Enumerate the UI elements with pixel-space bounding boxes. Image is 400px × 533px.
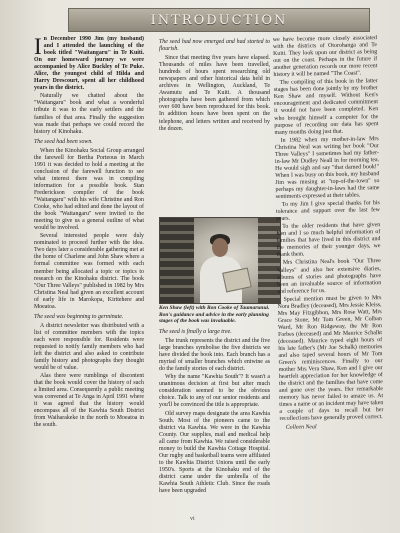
section-title: INTRODUCTION (150, 12, 288, 28)
author-signature: Colleen Neal (285, 423, 317, 431)
paragraph: When the Kinohaku Social Group arranged the farewell for Bertha Porteous in March 1991 it was decided to hold a meeting at the conclusion of the farewell function to see what interest there was in compiling information for a possible book. Stan Frederickson compiler of the book "Waitangaru" with his wife Christine and Ron Cooke, who had edited and done the layout of the book "Waitangaru" were invited to the meeting to give us a general outline of what would be involved. (34, 147, 144, 232)
subheading: The seed had now emerged and had started to flourish. (159, 39, 270, 53)
paragraph: To my Jim I give special thanks for his tolerance and support over the last few years. (275, 200, 380, 223)
paragraph: Alas there were rumblings of discontent that the book would cover the history of such a limited area. Consequently a public meeting was convened at Te Anga in April 1991 where it was agreed that the history would encompass all of the Kawhia South District from Waiharakeke in the north to Moeatoa in the south. (34, 373, 144, 429)
text-column-3 (273, 35, 385, 512)
paragraph: A district newsletter was distributed with a list of committee members with the topics each were responsible for. Residents were requested to notify family members who had left the district and also asked to contribute family history and photographs they thought would be of value. (34, 322, 144, 372)
bookshelf-shape (160, 218, 194, 303)
page-number: vi (190, 516, 195, 522)
text-column-1 (34, 36, 144, 508)
person-head-shape (212, 238, 228, 257)
text-column-2-lower (159, 326, 270, 506)
subheading: The seed was beginning to germinate. (34, 313, 124, 320)
paragraph: Old survey maps designate the area Kawhia South. Most of the pioneers came to the district via Kawhia. We were in the Kawhia County. Our supplies, mail and medical help all came from Kawhia. We raised considerable money to build the Kawhia Cottage Hospital. Our rugby and basketball teams were affiliated to the Kawhia District Unions until the early 1950's. Sports at the Kinohaku end of the district came under the umbrella of the Kawhia South Athletic Club. Since the roads have been upgraded (159, 410, 270, 495)
lead-paragraph: n December 1990 Jim (my husband) and I attended the launching of the book titled "Waitangaru" in Te Kuiti. On our homeward journey we were accompanied by Alice Buckley of Te Puke. Alice, the youngest child of Hilda and Harry Drescourt, spent all her childhood years in the district. (34, 36, 144, 92)
paragraph: Since that meeting five years have elapsed. Thousands of miles have been travelled, hundreds of hours spent researching old newspapers and other historical data held in archives in Wellington, Auckland, Te Awamutu and Te Kuiti. A thousand photographs have been gathered from which over 600 have been reproduced for this book. In addition hours have been spent on the telephone, and letters written and received by the dozen. (159, 55, 270, 132)
subheading: The seed is finally a large tree. (159, 329, 232, 335)
paragraph: Several interested people were duly nominated to proceed further with the idea. Two days later a considerable gathering met at the home of Charlene and John Shaw where a formal committee was formed with each member being allocated a topic or topics to research on the Kinohaku district. The book "Our Three Valleys" published in 1982 by Mrs Christina Neal had given an excellent account of early life in Marokopa, Kiritehere and Moeatoa. (34, 233, 144, 310)
paragraph: Why the name "Kawhia South"? It wasn't a unanimous decision at first but after much consideration seemed to be the obvious choice. Talk to any of our senior residents and you'll be convinced the title is appropriate. (159, 374, 270, 409)
paragraph: The compiling of this book in the latter stages has been done jointly by my brother Ken Shaw and myself. Without Ken's encouragement and dedicated commitment it would not have been completed. Ken who brought himself a computer for the purpose of recording our data has spent many months doing just that. (273, 78, 379, 136)
book-shape (222, 268, 252, 293)
paragraph: Mrs Christina Neal's book "Our Three Valleys" and also her extensive diaries, albums of stories and photographs have been an invaluable source of information and reference for us. (276, 258, 382, 295)
paragraph (34, 36, 144, 92)
paragraph: Special mention must be given to Mrs Nora Bradley (deceased), Mrs Jessie Kleiss, Mrs May Fitzgibbon, Mrs Rose Watt, Mrs Grace Stone, Mr Tom Green, Mr Colban Ward, Mr Ron Ridgeway, the Mr Ron Forbes (deceased) and Mr Maurice Schalkt (deceased). Maurice typed eight hours of his late father's (Mr Joe Schalk) memories and also taped several hours of Mr Tom Green's reminiscences. Finally to our mother Mrs Vera Shaw, Ken and I give our heartfelt appreciation for her knowledge of the district and the families that have come and gone over the years. Her remarkable memory has never failed to amaze us. At times a name or an incident may have taken a couple of days to recall but her recollections have generally proved correct. (277, 294, 384, 423)
drop-cap: I (34, 36, 42, 59)
paragraph: In 1982 when my mother-in-law Mrs Christina Neal was writing her book "Our Three Valleys" I sometimes had my father-in-law Mr Dudley Neall in for morning tea. He would sigh and say "that darned book!" When I was busy on this book, my husband Jim was musing at "top-of-the-town" so perhaps my daughter-in-laws had the same sentiments expressed at their tables. (274, 135, 380, 200)
subheading: The seed had been sown. (34, 138, 93, 145)
photo-caption: Ken Shaw (left) with Ron Cooke of Taumarunui. Ron's guidance and advice in the early planning stages of the book was invaluable. (159, 305, 270, 325)
photo-ken-shaw (159, 217, 281, 304)
paragraph: To the older residents that have given Ken and I so much helpful information of families that have lived in this district and the memories of their younger days, we thank them. (276, 222, 381, 259)
paragraph: The trunk represents the district and the five large branches symbolise the five districts we have divided the book into. Each branch has a myriad of smaller branches which entwine as do the family stories of each district. (159, 338, 270, 373)
section-title-banner (68, 8, 370, 32)
paragraph: we have become more closely associated with the districts of Otorohanga and Te Kuiti. They look upon our district as being out on the coast. Perhaps in the future if another generation records our more recent history it will be named "The Coast". (272, 35, 378, 79)
paragraph: Naturally we chatted about the "Waitangaru" book and what a wonderful tribute it was to the early settlers and the families of that area. Finally the suggestion was made that perhaps we could record the history of Kinohaku. (34, 93, 144, 135)
